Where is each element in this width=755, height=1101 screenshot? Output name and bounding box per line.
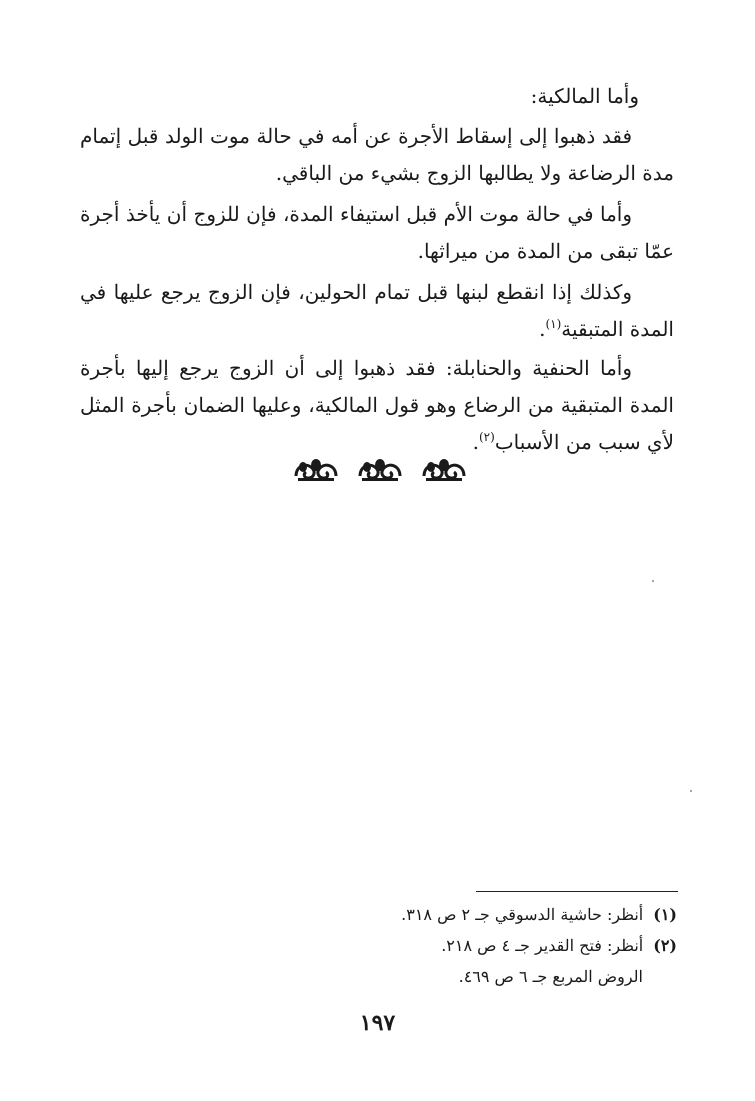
footnote-number: (١) — [653, 905, 677, 924]
paragraph-text: وكذلك إذا انقطع لبنها قبل تمام الحولين، فإن الزوج يرجع عليها في المدة المتبقية — [80, 280, 674, 341]
footnote-number: (٢) — [653, 936, 677, 955]
footnote-ref-2[interactable]: (٢) — [478, 430, 495, 444]
paragraph-text: فقد ذهبوا إلى إسقاط الأجرة عن أمه في حالة موت الولد قبل إتمام مدة الرضاعة ولا يطالبها الزوج بشيء من الباقي. — [80, 124, 674, 185]
footnote-text: الروض المربع جـ ٦ ص ٤٦٩. — [458, 967, 643, 986]
paragraph-text: وأما الحنفية والحنابلة: فقد ذهبوا إلى أن الزوج يرجع إليها بأجرة المدة المتبقية من الرضاع وهو قول المالكية، وعليها الضمان بأجرة المثل لأي سبب من الأسباب — [80, 356, 674, 454]
footnote-text: أنظر: فتح القدير جـ ٤ ص ٢١٨. — [441, 936, 644, 955]
paragraph-tail: . — [472, 430, 479, 454]
footnote-1 — [401, 903, 677, 927]
section-heading: وأما المالكية: — [530, 84, 639, 108]
footnote-2 — [441, 934, 677, 958]
footnote-2-continuation — [459, 965, 643, 989]
scan-speck — [652, 580, 654, 582]
paragraph-maliki-3 — [80, 274, 674, 348]
footnote-ref-1[interactable]: (١) — [545, 317, 562, 331]
fleuron-ornament-icon — [420, 456, 468, 484]
paragraph-hanafi-hanbali — [80, 350, 674, 461]
page-number: ١٩٧ — [359, 1010, 396, 1036]
footnote-separator — [476, 891, 678, 892]
scan-speck — [690, 790, 692, 792]
paragraph-tail: . — [539, 317, 546, 341]
paragraph-maliki-1 — [80, 118, 674, 192]
fleuron-ornament-icon — [292, 456, 340, 484]
section-divider-ornaments — [292, 456, 468, 484]
paragraph-maliki-2 — [80, 196, 674, 270]
fleuron-ornament-icon — [356, 456, 404, 484]
paragraph-text: وأما في حالة موت الأم قبل استيفاء المدة، فإن للزوج أن يأخذ أجرة عمّا تبقى من المدة من ميراثها. — [80, 202, 674, 263]
footnote-text: أنظر: حاشية الدسوقي جـ ٢ ص ٣١٨. — [401, 905, 644, 924]
